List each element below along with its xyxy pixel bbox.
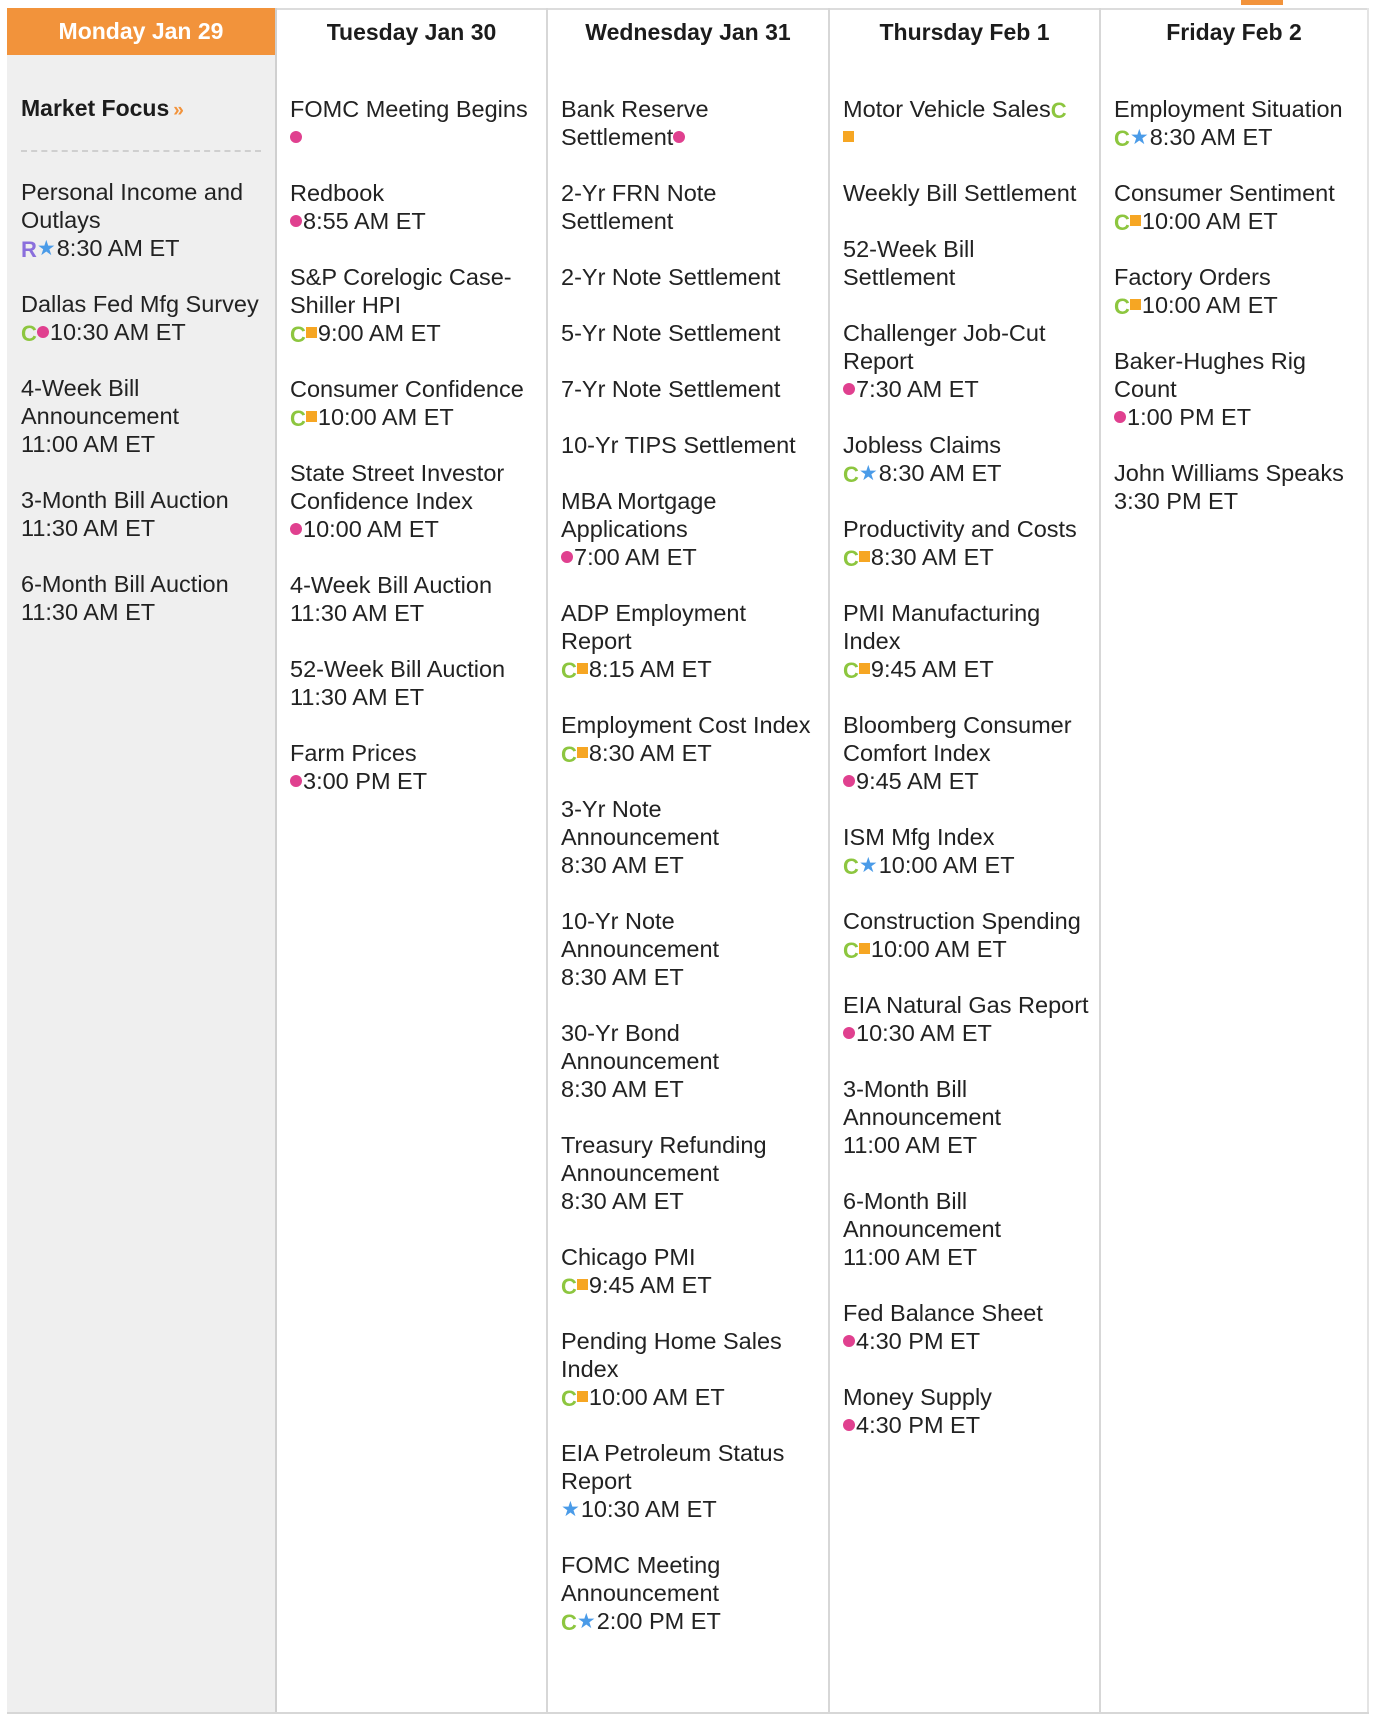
c-icon: C	[561, 657, 577, 683]
event-title[interactable]: Fed Balance Sheet	[843, 1300, 1043, 1326]
calendar-event[interactable]	[561, 907, 820, 991]
event-time: 11:00 AM ET	[21, 431, 156, 457]
day-header[interactable]: Monday Jan 29	[7, 8, 275, 55]
event-meta	[21, 430, 261, 458]
event-time: 10:00 AM ET	[878, 852, 1015, 878]
event-time: 11:00 AM ET	[843, 1244, 978, 1270]
star-icon: ★	[561, 1498, 580, 1522]
day-column	[7, 8, 277, 1712]
event-meta	[561, 543, 820, 571]
event-meta	[843, 375, 1091, 403]
event-time: 10:30 AM ET	[49, 319, 186, 345]
event-time: 8:55 AM ET	[303, 208, 426, 234]
calendar-event[interactable]	[561, 599, 820, 683]
calendar-event[interactable]	[561, 1551, 820, 1635]
event-time: 11:30 AM ET	[21, 599, 156, 625]
event-meta	[290, 207, 538, 235]
calendar-event[interactable]	[561, 711, 820, 767]
event-title[interactable]: 5-Yr Note Settlement	[561, 320, 781, 346]
event-time: 11:00 AM ET	[843, 1132, 978, 1158]
event-title[interactable]: FOMC Meeting Begins	[290, 96, 528, 122]
calendar-event[interactable]	[843, 515, 1091, 571]
event-title[interactable]: Challenger Job-Cut Report	[843, 320, 1046, 374]
event-time: 7:00 AM ET	[574, 544, 697, 570]
event-meta	[1114, 207, 1359, 235]
event-time: 8:30 AM ET	[561, 964, 684, 990]
dot-icon	[843, 1419, 855, 1431]
event-title[interactable]: 7-Yr Note Settlement	[561, 376, 781, 402]
star-icon: ★	[858, 462, 878, 486]
c-icon: C	[1114, 209, 1130, 235]
c-icon: C	[561, 741, 577, 767]
calendar-event[interactable]	[843, 95, 1091, 151]
event-title[interactable]: State Street Investor Confidence Index	[290, 460, 505, 514]
event-meta	[843, 1243, 1091, 1271]
calendar-event[interactable]	[843, 179, 1091, 207]
event-meta	[561, 1187, 820, 1215]
event-title[interactable]: Consumer Confidence	[290, 376, 524, 402]
event-time: 8:30 AM ET	[561, 1188, 684, 1214]
event-meta	[21, 234, 261, 262]
market-focus-label: Market Focus	[21, 95, 170, 121]
event-meta	[561, 963, 820, 991]
event-title[interactable]: 52-Week Bill Auction	[290, 656, 506, 682]
star-icon: ★	[576, 1610, 596, 1634]
calendar-event[interactable]	[290, 571, 538, 627]
event-meta	[21, 318, 261, 346]
event-meta	[561, 1607, 820, 1635]
calendar-event[interactable]	[561, 487, 820, 571]
event-time: 10:00 AM ET	[317, 404, 454, 430]
event-title[interactable]: 4-Week Bill Announcement	[21, 375, 180, 429]
c-icon: C	[843, 461, 859, 487]
event-title[interactable]: 30-Yr Bond Announcement	[561, 1020, 720, 1074]
event-time: 3:30 PM ET	[1114, 488, 1239, 514]
calendar-event[interactable]	[561, 263, 820, 291]
dot-icon	[37, 326, 49, 338]
square-icon	[859, 943, 870, 954]
event-meta	[1114, 403, 1359, 431]
star-icon: ★	[858, 854, 878, 878]
event-title[interactable]: Bloomberg Consumer Comfort Index	[843, 712, 1072, 766]
dot-icon	[290, 775, 302, 787]
c-icon: C	[843, 545, 859, 571]
event-time: 10:00 AM ET	[870, 936, 1007, 962]
dot-icon	[290, 215, 302, 227]
event-meta	[561, 1271, 820, 1299]
c-icon: C	[1114, 293, 1130, 319]
day-events	[1101, 55, 1367, 515]
event-meta	[843, 655, 1091, 683]
event-meta	[843, 1019, 1091, 1047]
event-meta	[290, 515, 538, 543]
calendar-event[interactable]	[21, 570, 261, 626]
event-meta	[561, 1075, 820, 1103]
calendar-event[interactable]	[1114, 179, 1359, 235]
event-time: 1:00 PM ET	[1127, 404, 1252, 430]
event-title[interactable]: 10-Yr Note Announcement	[561, 908, 720, 962]
day-column	[277, 8, 548, 1712]
c-icon: C	[843, 657, 859, 683]
c-icon: C	[290, 405, 306, 431]
event-title[interactable]: Productivity and Costs	[843, 516, 1077, 542]
event-time: 10:30 AM ET	[856, 1020, 992, 1046]
event-title[interactable]: 2-Yr FRN Note Settlement	[561, 180, 717, 234]
event-title[interactable]: S&P Corelogic Case-Shiller HPI	[290, 264, 512, 318]
dot-icon	[843, 1335, 855, 1347]
day-events	[277, 55, 546, 795]
calendar-event[interactable]	[561, 1439, 820, 1523]
dot-icon	[561, 551, 573, 563]
calendar-event[interactable]	[843, 1299, 1091, 1355]
event-time: 10:30 AM ET	[580, 1496, 717, 1522]
square-icon	[1130, 299, 1141, 310]
dot-icon	[290, 523, 302, 535]
dot-icon	[843, 383, 855, 395]
event-meta	[1114, 487, 1359, 515]
event-meta	[843, 935, 1091, 963]
calendar-event[interactable]	[843, 711, 1091, 795]
event-meta	[843, 1411, 1091, 1439]
event-meta	[843, 1327, 1091, 1355]
event-meta	[561, 851, 820, 879]
calendar-event[interactable]	[843, 907, 1091, 963]
event-time: 10:00 AM ET	[1141, 208, 1278, 234]
square-icon	[577, 1279, 588, 1290]
event-title[interactable]: Baker-Hughes Rig Count	[1114, 348, 1307, 402]
event-meta	[843, 543, 1091, 571]
event-title[interactable]: 3-Yr Note Announcement	[561, 796, 720, 850]
day-header[interactable]: Friday Feb 2	[1101, 8, 1367, 55]
square-icon	[577, 747, 588, 758]
calendar-event[interactable]	[1114, 459, 1359, 515]
calendar-event[interactable]	[561, 375, 820, 403]
event-time: 8:30 AM ET	[1149, 124, 1273, 150]
top-accent-bar	[1241, 0, 1283, 5]
event-title[interactable]: Chicago PMI	[561, 1244, 696, 1270]
event-title[interactable]: Redbook	[290, 180, 385, 206]
calendar-event[interactable]	[843, 235, 1091, 291]
event-title[interactable]: ADP Employment Report	[561, 600, 747, 654]
calendar-event[interactable]	[843, 431, 1091, 487]
day-events	[7, 55, 275, 626]
c-icon: C	[1050, 97, 1067, 123]
c-icon: C	[561, 1385, 577, 1411]
event-meta	[843, 1131, 1091, 1159]
event-time: 9:00 AM ET	[317, 320, 441, 346]
calendar-event[interactable]	[21, 178, 261, 262]
event-time: 8:15 AM ET	[588, 656, 712, 682]
event-title[interactable]: ISM Mfg Index	[843, 824, 995, 850]
day-column	[548, 8, 830, 1712]
event-time: 4:30 PM ET	[856, 1328, 981, 1354]
event-title[interactable]: 2-Yr Note Settlement	[561, 264, 781, 290]
calendar-event[interactable]	[1114, 347, 1359, 431]
day-column	[1101, 8, 1369, 1712]
day-header[interactable]: Wednesday Jan 31	[548, 8, 828, 55]
event-title[interactable]: 3-Month Bill Announcement	[843, 1076, 1002, 1130]
calendar-event[interactable]	[561, 1243, 820, 1299]
event-title[interactable]: 3-Month Bill Auction	[21, 487, 229, 513]
calendar-event[interactable]	[1114, 95, 1359, 151]
calendar-event[interactable]	[561, 1327, 820, 1411]
calendar-event[interactable]	[290, 655, 538, 711]
day-events	[548, 55, 828, 1635]
dot-icon	[673, 131, 685, 143]
calendar-event[interactable]	[843, 823, 1091, 879]
event-time: 9:45 AM ET	[870, 656, 994, 682]
calendar-event[interactable]	[561, 431, 820, 459]
calendar-event[interactable]	[21, 290, 261, 346]
calendar-event[interactable]	[290, 375, 538, 431]
square-icon	[843, 131, 854, 142]
event-time: 10:00 AM ET	[588, 1384, 725, 1410]
event-title[interactable]: 6-Month Bill Auction	[21, 571, 229, 597]
event-meta	[843, 851, 1091, 879]
square-icon	[859, 551, 870, 562]
event-time: 9:45 AM ET	[856, 768, 979, 794]
event-title[interactable]: Weekly Bill Settlement	[843, 180, 1077, 206]
event-title[interactable]: 10-Yr TIPS Settlement	[561, 432, 796, 458]
event-meta	[290, 319, 538, 347]
event-meta	[561, 655, 820, 683]
calendar-event[interactable]	[843, 991, 1091, 1047]
event-time: 8:30 AM ET	[561, 852, 684, 878]
dot-icon	[290, 131, 302, 143]
event-meta	[843, 459, 1091, 487]
calendar-event[interactable]	[290, 739, 538, 795]
event-title[interactable]: Farm Prices	[290, 740, 417, 766]
event-meta	[843, 123, 1091, 151]
day-header[interactable]: Thursday Feb 1	[830, 8, 1099, 55]
event-meta	[290, 599, 538, 627]
square-icon	[577, 1391, 588, 1402]
double-chevron-icon: »	[173, 100, 184, 121]
event-meta	[1114, 291, 1359, 319]
dot-icon	[843, 1027, 855, 1039]
calendar-event[interactable]	[290, 95, 538, 151]
event-time: 8:30 AM ET	[870, 544, 994, 570]
event-time: 4:30 PM ET	[856, 1412, 981, 1438]
c-icon: C	[21, 320, 37, 346]
c-icon: C	[843, 853, 859, 879]
event-title[interactable]: FOMC Meeting Announcement	[561, 1552, 721, 1606]
event-time: 8:30 AM ET	[56, 235, 180, 261]
event-title[interactable]: Employment Cost Index	[561, 712, 811, 738]
event-meta	[561, 739, 820, 767]
c-icon: C	[290, 321, 306, 347]
calendar-event[interactable]	[561, 1131, 820, 1215]
event-time: 8:30 AM ET	[588, 740, 712, 766]
calendar-event[interactable]	[561, 95, 820, 151]
economic-calendar	[7, 8, 1369, 1714]
event-title[interactable]: PMI Manufacturing Index	[843, 600, 1041, 654]
calendar-event[interactable]	[1114, 263, 1359, 319]
calendar-event[interactable]	[561, 179, 820, 235]
c-icon: C	[561, 1609, 577, 1635]
event-title[interactable]: Personal Income and Outlays	[21, 179, 244, 233]
event-time: 8:30 AM ET	[561, 1076, 684, 1102]
event-meta	[561, 1383, 820, 1411]
square-icon	[577, 663, 588, 674]
event-title[interactable]: Employment Situation	[1114, 96, 1343, 122]
event-title[interactable]: Consumer Sentiment	[1114, 180, 1335, 206]
c-icon: C	[561, 1273, 577, 1299]
calendar-event[interactable]	[290, 459, 538, 543]
event-title[interactable]: Factory Orders	[1114, 264, 1271, 290]
event-title[interactable]: 6-Month Bill Announcement	[843, 1188, 1002, 1242]
calendar-event[interactable]	[843, 1075, 1091, 1159]
square-icon	[859, 663, 870, 674]
calendar-event[interactable]	[843, 1187, 1091, 1271]
day-header[interactable]: Tuesday Jan 30	[277, 8, 546, 55]
event-time: 2:00 PM ET	[596, 1608, 721, 1634]
square-icon	[306, 411, 317, 422]
event-title[interactable]: Dallas Fed Mfg Survey	[21, 291, 259, 317]
calendar-event[interactable]	[561, 795, 820, 879]
event-title[interactable]: Motor Vehicle Sales	[843, 96, 1051, 122]
calendar-event[interactable]	[21, 486, 261, 542]
event-title[interactable]: Pending Home Sales Index	[561, 1328, 782, 1382]
event-time: 3:00 PM ET	[303, 768, 428, 794]
calendar-event[interactable]	[290, 263, 538, 347]
calendar-event[interactable]	[561, 1019, 820, 1103]
event-time: 11:30 AM ET	[21, 515, 156, 541]
calendar-event[interactable]	[21, 374, 261, 458]
event-title[interactable]: MBA Mortgage Applications	[561, 488, 717, 542]
day-events	[830, 55, 1099, 1439]
star-icon: ★	[36, 237, 56, 261]
event-time: 7:30 AM ET	[856, 376, 979, 402]
calendar-event[interactable]	[843, 319, 1091, 403]
event-meta	[290, 683, 538, 711]
event-meta	[21, 514, 261, 542]
event-title[interactable]: 4-Week Bill Auction	[290, 572, 493, 598]
square-icon	[1130, 215, 1141, 226]
calendar-event[interactable]	[843, 1383, 1091, 1439]
event-title[interactable]: Jobless Claims	[843, 432, 1002, 458]
event-time: 9:45 AM ET	[588, 1272, 712, 1298]
c-icon: C	[843, 937, 859, 963]
market-focus-link[interactable]	[21, 95, 261, 152]
event-meta	[561, 1495, 820, 1523]
event-time: 10:00 AM ET	[1141, 292, 1278, 318]
dot-icon	[1114, 411, 1126, 423]
r-icon: R	[21, 236, 37, 262]
c-icon: C	[1114, 125, 1130, 151]
event-title[interactable]: Money Supply	[843, 1384, 992, 1410]
event-meta	[21, 598, 261, 626]
event-title[interactable]: EIA Natural Gas Report	[843, 992, 1089, 1018]
event-time: 10:00 AM ET	[303, 516, 439, 542]
event-meta	[290, 767, 538, 795]
event-title[interactable]: Bank Reserve Settlement	[561, 96, 709, 150]
event-title[interactable]: 52-Week Bill Settlement	[843, 236, 975, 290]
calendar-event[interactable]	[290, 179, 538, 235]
square-icon	[306, 327, 317, 338]
day-column	[830, 8, 1101, 1712]
star-icon: ★	[1129, 126, 1149, 150]
calendar-event[interactable]	[843, 599, 1091, 683]
event-time: 11:30 AM ET	[290, 600, 425, 626]
event-time: 11:30 AM ET	[290, 684, 425, 710]
dot-icon	[843, 775, 855, 787]
event-title[interactable]: Construction Spending	[843, 908, 1081, 934]
event-title[interactable]: Treasury Refunding Announcement	[561, 1132, 767, 1186]
event-time: 8:30 AM ET	[878, 460, 1002, 486]
calendar-event[interactable]	[561, 319, 820, 347]
event-meta	[843, 767, 1091, 795]
event-title[interactable]: EIA Petroleum Status Report	[561, 1440, 785, 1494]
event-title[interactable]: John Williams Speaks	[1114, 460, 1344, 486]
event-meta	[290, 403, 538, 431]
event-meta	[1114, 123, 1359, 151]
